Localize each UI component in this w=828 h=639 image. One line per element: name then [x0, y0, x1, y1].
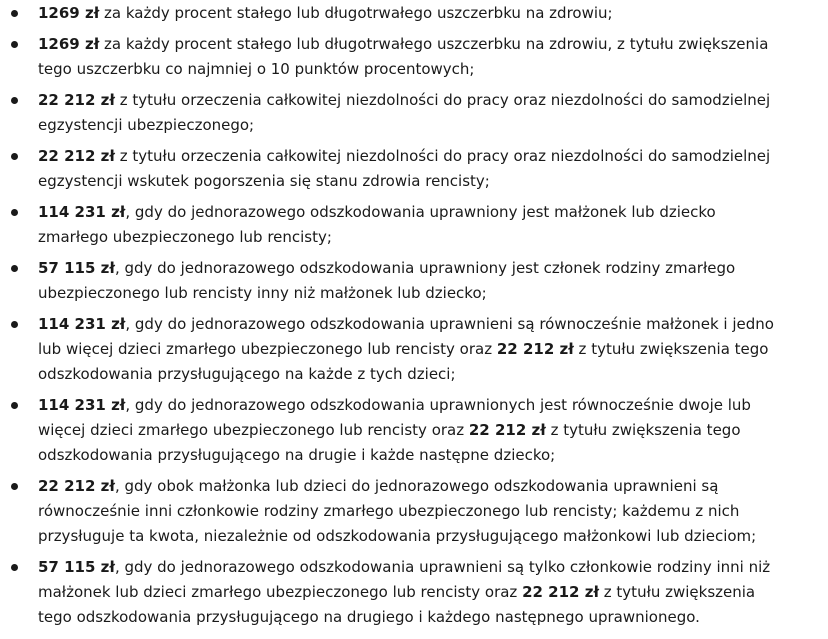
bullet-icon [11, 483, 18, 490]
item-text: z tytułu orzeczenia całkowitej niezdolności do pracy oraz niezdolności do samodzielnej egzystencji wskutek pogorszenia się stanu zdrowia rencisty; [38, 147, 771, 190]
amount: 114 231 zł [38, 203, 126, 221]
item-text: , gdy do jednorazowego odszkodowania uprawniony jest małżonek lub dziecko zmarłego ubezpieczonego lub rencisty; [38, 203, 716, 246]
item-text: z tytułu zwiększenia tego odszkodowania przysługującego na drugie i każde następne dziecko; [38, 421, 741, 464]
item-text: , gdy do jednorazowego odszkodowania uprawnieni są tylko członkowie rodziny inni niż małżonek lub dzieci zmarłego ubezpieczonego lub rencisty oraz [38, 558, 771, 601]
item-text: z tytułu zwiększenia tego odszkodowania przysługującego na każde z tych dzieci; [38, 340, 769, 383]
list-item [0, 256, 828, 306]
item-text: , gdy do jednorazowego odszkodowania uprawniony jest członek rodziny zmarłego ubezpieczonego lub rencisty inny niż małżonek lub dziecko; [38, 259, 736, 302]
item-text: z tytułu orzeczenia całkowitej niezdolności do pracy oraz niezdolności do samodzielnej egzystencji ubezpieczonego; [38, 91, 771, 134]
bullet-icon [11, 97, 18, 104]
bullet-icon [11, 209, 18, 216]
item-text: za każdy procent stałego lub długotrwałego uszczerbku na zdrowiu, z tytułu zwiększenia tego uszczerbku co najmniej o 10 punktów procentowych; [38, 35, 769, 78]
amount: 1269 zł [38, 4, 100, 22]
amount: 22 212 zł [38, 477, 115, 495]
amount: 57 115 zł [38, 558, 115, 576]
bullet-icon [11, 265, 18, 272]
amount: 114 231 zł [38, 315, 126, 333]
bullet-icon [11, 321, 18, 328]
item-text: , gdy do jednorazowego odszkodowania uprawnieni są równocześnie małżonek i jedno lub więcej dzieci zmarłego ubezpieczonego lub rencisty oraz [38, 315, 774, 358]
list-item [0, 474, 828, 549]
bullet-icon [11, 564, 18, 571]
item-text: , gdy do jednorazowego odszkodowania uprawnionych jest równocześnie dwoje lub więcej dzieci zmarłego ubezpieczonego lub rencisty oraz [38, 396, 751, 439]
bullet-icon [11, 41, 18, 48]
amount: 22 212 zł [38, 91, 115, 109]
list-item [0, 1, 828, 26]
bullet-icon [11, 402, 18, 409]
bullet-icon [11, 153, 18, 160]
compensation-list [0, 1, 828, 630]
list-item [0, 144, 828, 194]
list-item [0, 88, 828, 138]
bullet-icon [11, 10, 18, 17]
item-text: za każdy procent stałego lub długotrwałego uszczerbku na zdrowiu; [99, 4, 613, 22]
amount: 114 231 zł [38, 396, 126, 414]
list-item [0, 32, 828, 82]
item-text: , gdy obok małżonka lub dzieci do jednorazowego odszkodowania uprawnieni są równocześnie inni członkowie rodziny zmarłego ubezpieczonego lub rencisty; każdemu z nich przysługuje ta kwota, niezależnie od odszkodowania przysługującego małżonkowi lub dzieciom; [38, 477, 757, 545]
list-item [0, 312, 828, 387]
item-text: z tytułu zwiększenia tego odszkodowania przysługującego na drugiego i każdego następnego uprawnionego. [38, 583, 756, 626]
amount: 22 212 zł [468, 421, 546, 439]
amount: 57 115 zł [38, 259, 115, 277]
amount: 22 212 zł [38, 147, 115, 165]
amount: 22 212 zł [496, 340, 574, 358]
list-item [0, 393, 828, 468]
list-item [0, 200, 828, 250]
amount: 22 212 zł [522, 583, 600, 601]
amount: 1269 zł [38, 35, 100, 53]
list-item [0, 555, 828, 630]
